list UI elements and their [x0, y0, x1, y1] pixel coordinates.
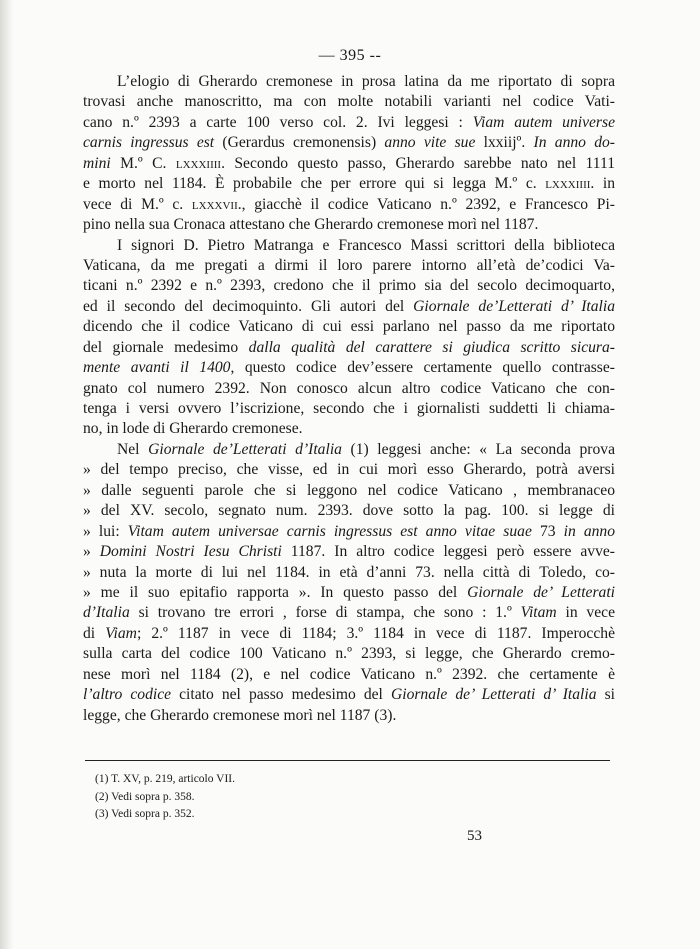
- text-segment: » del XV. secolo, segnato num. 2393. dove sotto la pag. 100. si legge di: [83, 502, 615, 520]
- italic-text: Viam: [105, 624, 137, 642]
- text-segment: 1187. In altro codice leggesi però essere avve-: [281, 543, 615, 561]
- italic-text: In anno do-: [533, 134, 615, 152]
- text-segment: (Gerardus cremonensis): [214, 134, 385, 152]
- text-segment: nese morì nel 1184 (2), e nel codice Vaticano n.º 2392. che certamente è: [83, 665, 615, 683]
- text-segment: » me il suo epitafio rapporta ». In questo passo del: [83, 583, 468, 601]
- text-segment: » nuta la morte di lui nel 1184. in età d’anni 73. nella città di Toledo, co-: [83, 563, 615, 581]
- footnotes: [95, 771, 235, 824]
- text-segment: vece di M.º c.: [83, 195, 192, 213]
- text-line: [83, 563, 615, 583]
- text-segment: cano n.º 2393 a carte 100 verso col. 2. Ivi leggesi :: [83, 113, 473, 131]
- italic-text: carnis ingressus est: [83, 134, 215, 152]
- text-segment: no, in lode di Gherardo cremonese.: [83, 420, 303, 438]
- text-line: [83, 195, 615, 215]
- text-line: [83, 440, 615, 460]
- text-segment: ., giacchè il codice Vaticano n.º 2392, e Francesco Pi-: [237, 195, 615, 213]
- text-segment: e morto nel 1184. È probabile che per errore qui si legga M.º c.: [83, 175, 546, 193]
- text-line: [83, 460, 615, 480]
- text-segment: pino nella sua Cronaca attestano che Gherardo cremonese morì nel 1187.: [83, 216, 539, 234]
- text-segment: lxxiijº.: [475, 134, 534, 152]
- text-line: [83, 256, 615, 276]
- italic-text: l’altro codice: [83, 686, 172, 704]
- italic-text: in anno: [563, 522, 616, 540]
- text-line: [83, 603, 615, 623]
- text-line: [83, 174, 615, 194]
- text-line: [83, 706, 615, 726]
- text-line: [83, 113, 615, 133]
- text-segment: dicendo che il codice Vaticano di cui essi parlano nel passo da me riportato: [83, 318, 615, 336]
- text-segment: »: [83, 543, 100, 561]
- italic-text: mente avanti il 1400: [83, 359, 231, 377]
- text-line: [83, 522, 615, 542]
- text-segment: si trovano tre errori , forse di stampa, che sono : 1.º: [129, 604, 521, 622]
- body-text: [83, 72, 615, 726]
- italic-text: Vitam: [520, 604, 557, 622]
- text-segment: gnato col numero 2392. Non conosco alcun altro codice Vaticano che con-: [83, 379, 615, 397]
- text-line: [83, 665, 615, 685]
- text-line: [83, 154, 615, 174]
- text-line: [83, 297, 615, 317]
- text-segment: Nel: [117, 440, 149, 458]
- text-segment: M.º C.: [110, 154, 176, 172]
- text-line: [83, 338, 615, 358]
- italic-text: Giornale de’ Letterati: [467, 583, 615, 601]
- text-line: [83, 419, 615, 439]
- text-segment: in vece: [556, 604, 615, 622]
- text-segment: citato nel passo medesimo del: [171, 686, 391, 704]
- italic-text: anno vite sue: [384, 134, 476, 152]
- italic-text: Domini Nostri Iesu Christi: [99, 543, 282, 561]
- text-segment: 73: [531, 522, 564, 540]
- italic-text: mini: [83, 154, 111, 172]
- text-segment: trovasi anche manoscritto, ma con molte notabili varianti nel codice Vati-: [83, 93, 615, 111]
- text-segment: di: [83, 624, 106, 642]
- roman-numeral: lxxxvii: [191, 195, 238, 213]
- page-number-header: — 395 --: [318, 47, 382, 64]
- italic-text: Giornale de’Letterati d’ Italia: [413, 297, 616, 315]
- footnote-3: (3) Vedi sopra p. 352.: [95, 808, 195, 820]
- text-segment: » del tempo preciso, che visse, ed in cui morì esso Gherardo, potrà aversi: [83, 461, 615, 479]
- roman-numeral: lxxxiiii: [175, 154, 222, 172]
- text-line: [83, 481, 615, 501]
- text-line: [83, 276, 615, 296]
- italic-text: dalla qualità del carattere si giudica scritto sicura-: [248, 338, 615, 356]
- text-line: [83, 501, 615, 521]
- page-edge-shadow: [0, 0, 14, 949]
- roman-numeral: lxxxiiii: [545, 175, 591, 193]
- text-segment: si: [596, 686, 615, 704]
- text-segment: tenga i versi ovvero l’iscrizione, secondo che i giornalisti suddetti li chiama-: [83, 400, 615, 417]
- italic-text: Giornale de’Letterati d’Italia: [148, 440, 342, 458]
- text-line: [83, 72, 615, 92]
- text-line: [83, 644, 615, 664]
- text-segment: I signori D. Pietro Matranga e Francesco Massi scrittori della biblioteca: [117, 236, 615, 254]
- text-line: [83, 317, 615, 337]
- text-segment: , questo codice dev’essere certamente quello contrasse-: [230, 359, 615, 377]
- text-line: [83, 685, 615, 705]
- text-segment: ed il secondo del decimoquinto. Gli autori del: [83, 297, 414, 315]
- italic-text: Giornale de’ Letterati d’ Italia: [390, 686, 597, 704]
- text-segment: sulla carta del codice 100 Vaticano n.º 2393, si legge, che Gherardo cremo-: [83, 645, 615, 663]
- text-line: [83, 236, 615, 256]
- text-line: [83, 379, 615, 399]
- footnote-2: (2) Vedi sopra p. 358.: [95, 790, 195, 803]
- italic-text: d’Italia: [83, 604, 130, 622]
- text-segment: (1) leggesi anche: « La seconda prova: [341, 440, 615, 458]
- text-segment: . in: [590, 175, 615, 193]
- signature-mark: 53: [467, 828, 482, 844]
- footnote-rule: [85, 760, 610, 761]
- text-line: [83, 583, 615, 603]
- text-segment: L’elogio di Gherardo cremonese in prosa latina da me riportato di sopra: [117, 73, 615, 90]
- text-segment: Vaticana, da me pregati a dirmi il loro parere intorno all’età de’codici Va-: [83, 256, 615, 274]
- footnote-1: (1) T. XV, p. 219, articolo VII.: [95, 773, 236, 785]
- text-segment: legge, che Gherardo cremonese morì nel 1187 (3).: [83, 706, 397, 724]
- text-segment: ticani n.º 2392 e n.º 2393, credono che il primo sia del secolo decimoquarto,: [83, 277, 615, 295]
- text-line: [83, 92, 615, 112]
- text-line: [83, 133, 615, 153]
- text-segment: » lui:: [83, 522, 128, 540]
- text-line: [83, 399, 615, 419]
- text-line: [83, 215, 615, 235]
- text-segment: » dalle seguenti parole che si leggono nel codice Vaticano , membranaceo: [83, 481, 615, 499]
- text-segment: . Secondo questo passo, Gherardo sarebbe nato nel 1111: [221, 154, 616, 172]
- text-segment: del giornale medesimo: [83, 338, 249, 356]
- italic-text: Viam autem universe: [472, 113, 615, 131]
- text-line: [83, 624, 615, 644]
- italic-text: Vitam autem universae carnis ingressus est anno vitae suae: [127, 522, 532, 540]
- text-segment: ; 2.º 1187 in vece di 1184; 3.º 1184 in vece di 1187. Imperocchè: [136, 624, 615, 642]
- text-line: [83, 542, 615, 562]
- text-line: [83, 358, 615, 378]
